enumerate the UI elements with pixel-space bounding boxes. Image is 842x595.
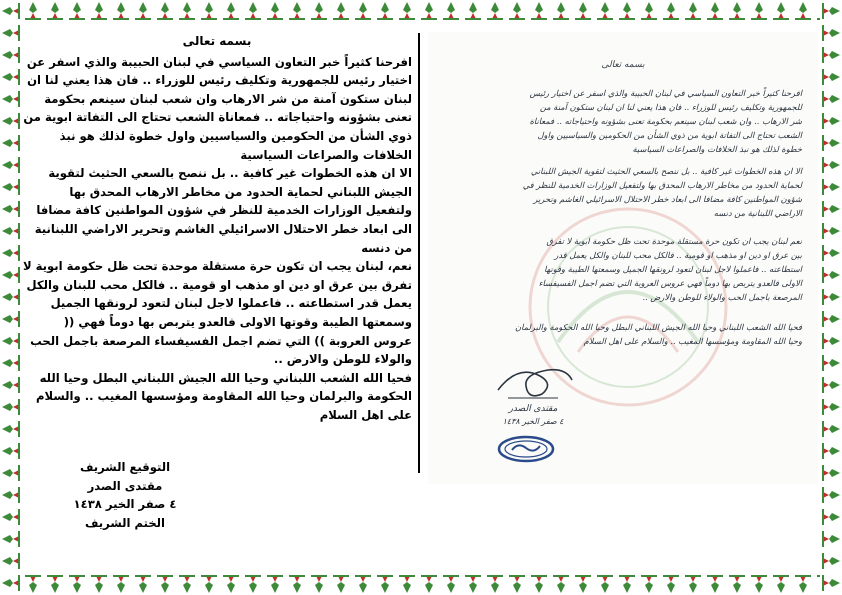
seal-stamp (496, 434, 556, 464)
ornamental-border-top (0, 0, 842, 22)
handwritten-line: استطاعته .. فاعملوا لاجل لبنان لتعود لرونقها الجميل وسمعتها الطيبة وقوتها (544, 264, 802, 274)
paragraph-1: افرحنا كثيراً خبر التعاون السياسي في لبنان الحبيبة والذي اسفر عن اختيار رئيس للجمهورية وتكليف رئيس للوزراء .. فان هذا يعني لنا ان لبنان ستكون آمنة من شر الارهاب وان شعب لبنان سينعم بحكومة تعنى بشؤونه واحتياجاته .. فمعاناة الشعب تحتاج الى التفاتة ابوية من ذوي الشأن من الحكومين والسياسيين واول خطوة لذلك هو نبذ الخلافات والصراعات السياسية (23, 54, 412, 162)
handwritten-line: افرحنا كثيراً خبر التعاون السياسي في لبنان الحبيبة والذي اسفر عن اختيار رئيس (529, 88, 802, 98)
ornamental-border-left (0, 0, 22, 595)
signature-name: مقتدى الصدر (87, 478, 163, 493)
paragraph-3: نعم، لبنان يجب ان تكون حرة مستقلة موحدة تحت ظل حكومة ابوية لا تفرق بين عرق او دين او مذهب او قومية .. فالكل محب للبنان والكل يعمل قدر استطاعته .. فاعملوا لاجل لبنان لتعود لرونقها الجميل وسمعتها الطيبة وقوتها الاولى فالعدو يتربص بها دوماً فهي (( عروس العروبة )) التي تضم اجمل الفسيفساء المرصعة باجمل الحب والولاء للوطن والارض .. (22, 259, 412, 367)
handwritten-line: نعم لبنان يجب ان تكون حرة مستقلة موحدة تحت ظل حكومة ابوية لا تفرق (546, 236, 802, 246)
handwritten-line: وحيا الله المقاومة ومؤسسها المغيب .. والسلام على اهل السلام (583, 336, 802, 346)
handwritten-letter (428, 32, 818, 484)
ornamental-border-right (820, 0, 842, 595)
paragraph-4: فحيا الله الشعب اللبناني وحيا الله الجيش اللبناني البطل وحيا الله الحكومة والبرلمان وحيا الله المقاومة ومؤسسها المغيب .. والسلام على اهل السلام (36, 370, 412, 422)
handwritten-line: الاولى فالعدو يتربص بها دوماً فهي عروس العروبة التي تضم اجمل الفسيفساء (538, 278, 802, 288)
paragraph-2: الا ان هذه الخطوات غير كافية .. بل ننصح بالسعي الحثيث لتقوية الجيش اللبناني لحماية الحدود من مخاطر الارهاب المحدق بها ولتفعيل الوزارات الخدمية للنظر في شؤون المواطنين كافة مضافا الى ابعاد خطر الاحتلال الاسرائيلي الغاشم وتحرير الاراضي اللبنانية من دنسه (34, 166, 412, 255)
signature-scribble (488, 360, 578, 404)
handwritten-line: للجمهورية وتكليف رئيس للوزراء .. فان هذا يعني لنا ان لبنان ستكون آمنة من (539, 102, 802, 112)
handwritten-line: لحماية الحدود من مخاطر الارهاب المحدق بها ولتفعيل الوزارات الخدمية للنظر في (522, 180, 802, 190)
signature-block (40, 458, 210, 532)
column-divider (418, 33, 420, 473)
handwritten-signature-name: مقتدى الصدر (508, 404, 558, 414)
handwritten-line: خطوة لذلك هو نبذ الخلافات والصراعات السياسية (632, 144, 802, 154)
basmala-heading: بسمه تعالى (182, 34, 252, 48)
handwritten-line: المرصعة باجمل الحب والولاء للوطن والارض .. (642, 292, 802, 302)
seal-label: الختم الشريف (84, 515, 166, 530)
handwritten-line: شؤون المواطنين كافة مضافا الى ابعاد خطر الاحتلال الاسرائيلي الغاشم وتحرير (533, 194, 802, 204)
handwritten-line: فحيا الله الشعب اللبناني وحيا الله الجيش اللبناني البطل وحيا الله الحكومة والبرلمان (515, 322, 802, 332)
handwritten-line: الشعب تحتاج الى التفاتة ابوية من ذوي الشأن من الحكومين والسياسيين واول (537, 130, 802, 140)
signature-date: ٤ صفر الخير ١٤٣٨ (73, 497, 177, 511)
handwritten-line: الاراضي اللبنانية من دنسه (713, 208, 802, 218)
handwritten-signature-date: ٤ صفر الخير ١٤٣٨ (502, 417, 564, 426)
handwritten-line: بين عرق او دين او مذهب او قومية .. فالكل محب للبنان والكل يعمل قدر (554, 250, 802, 260)
handwritten-line: الا ان هذه الخطوات غير كافية .. بل ننصح بالسعي الحثيث لتقوية الجيش اللبناني (530, 166, 802, 176)
ornamental-border-bottom (0, 573, 842, 595)
handwritten-line: شر الارهاب .. وان شعب لبنان سينعم بحكومة تعنى بشؤونه واحتياجاته .. فمعاناة (529, 116, 802, 126)
signature-label: التوقيع الشريف (79, 460, 171, 474)
handwritten-basmala: بسمه تعالى (601, 60, 645, 70)
